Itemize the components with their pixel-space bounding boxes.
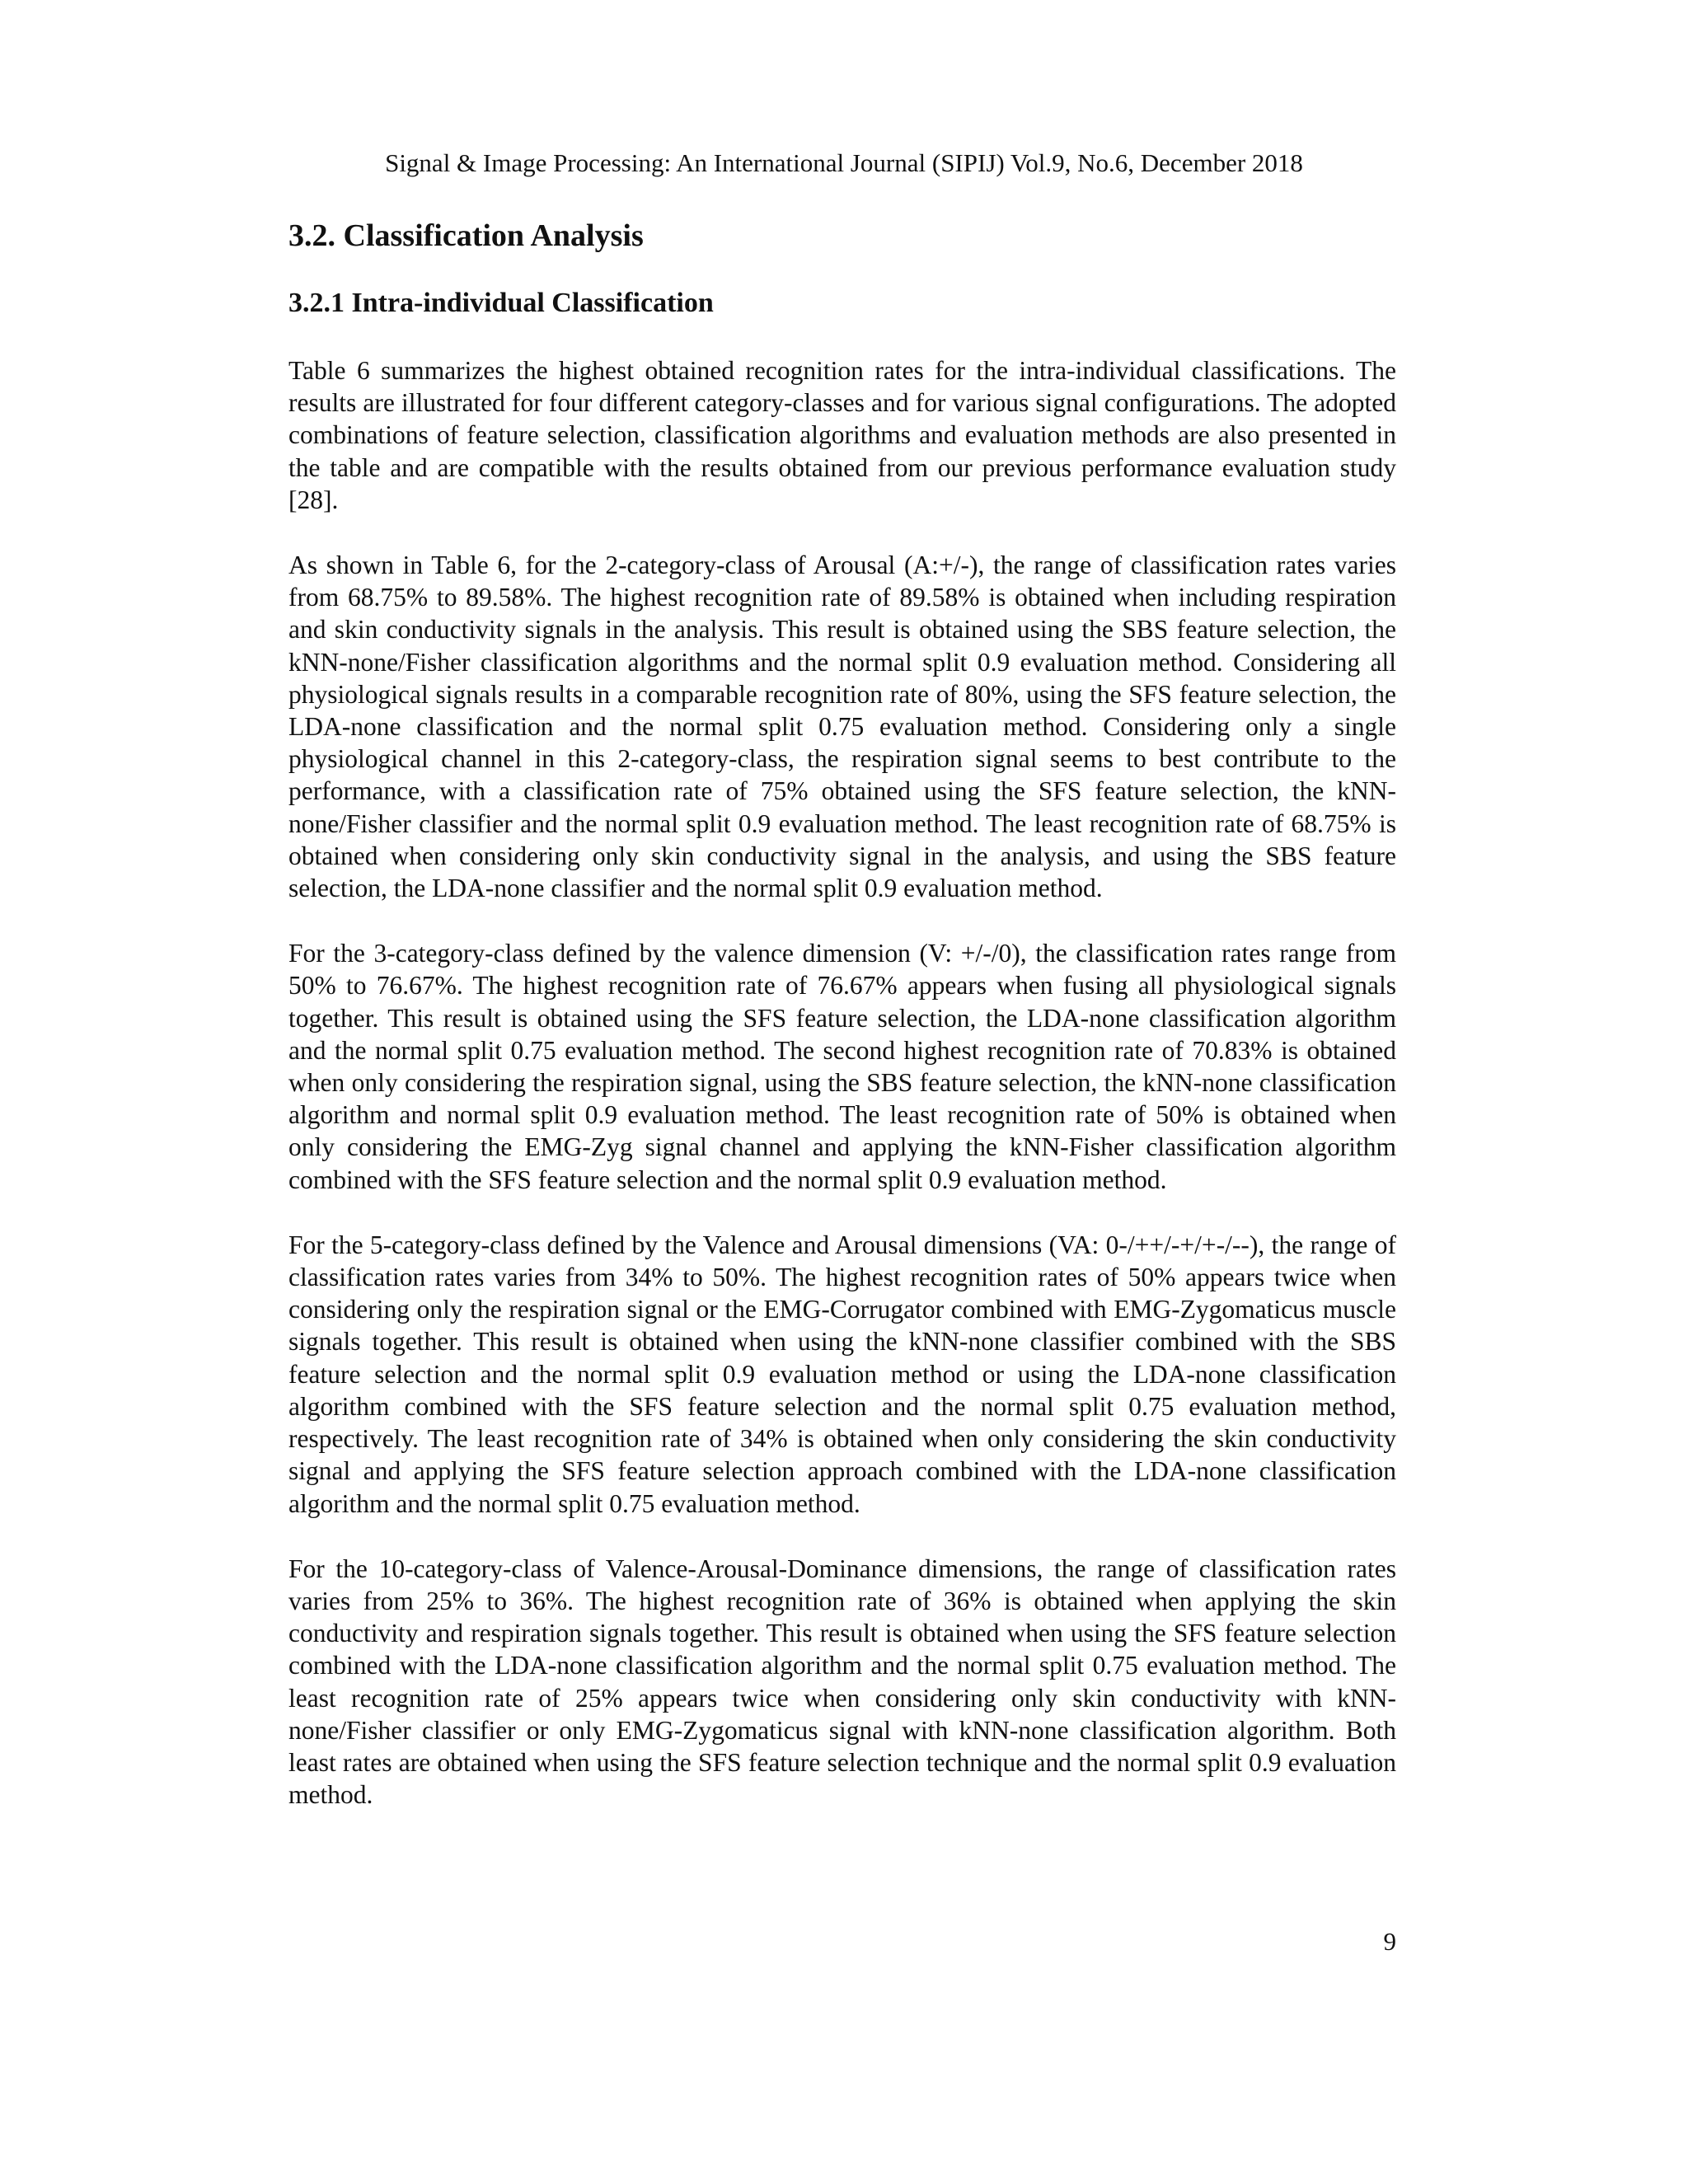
subsection-heading: 3.2.1 Intra-individual Classification bbox=[288, 288, 714, 318]
paragraph-summary: Table 6 summarizes the highest obtained recognition rates for the intra-individual classifications. The results are illustrated for four different category-classes and for various signal configurations. The adopted combinations of feature selection, classification algorithms and evaluation methods are also presented in the table and are compatible with the results obtained from our previous performance evaluation study [28]. bbox=[288, 356, 1396, 514]
paragraph-valence-arousal-5-class: For the 5-category-class defined by the Valence and Arousal dimensions (VA: 0-/++/-+/+-/--), the range of classification rates varies from 34% to 50%. The highest recognition rates of 50% appears twice when considering only the respiration signal or the EMG-Corrugator combined with EMG-Zygomaticus muscle signals together. This result is obtained when using the kNN-none classifier combined with the SBS feature selection and the normal split 0.9 evaluation method or using the LDA-none classification algorithm combined with the SFS feature selection and the normal split 0.75 evaluation method, respectively. The least recognition rate of 34% is obtained when only considering the skin conductivity signal and applying the SFS feature selection approach combined with the LDA-none classification algorithm and the normal split 0.75 evaluation method. bbox=[288, 1230, 1396, 1518]
page-number: 9 bbox=[1383, 1927, 1396, 1956]
paragraph-arousal-2-class: As shown in Table 6, for the 2-category-class of Arousal (A:+/-), the range of classification rates varies from 68.75% to 89.58%. The highest recognition rate of 89.58% is obtained when including respiration and skin conductivity signals in the analysis. This result is obtained using the SBS feature selection, the kNN-none/Fisher classification algorithms and the normal split 0.9 evaluation method. Considering all physiological signals results in a comparable recognition rate of 80%, using the SFS feature selection, the LDA-none classification and the normal split 0.75 evaluation method. Considering only a single physiological channel in this 2-category-class, the respiration signal seems to best contribute to the performance, with a classification rate of 75% obtained using the SFS feature selection, the kNN-none/Fisher classifier and the normal split 0.9 evaluation method. The least recognition rate of 68.75% is obtained when considering only skin conductivity signal in the analysis, and using the SBS feature selection, the LDA-none classifier and the normal split 0.9 evaluation method. bbox=[288, 551, 1396, 903]
paragraph-vad-10-class: For the 10-category-class of Valence-Arousal-Dominance dimensions, the range of classification rates varies from 25% to 36%. The highest recognition rate of 36% is obtained when applying the skin conductivity and respiration signals together. This result is obtained when using the SFS feature selection combined with the LDA-none classification algorithm and the normal split 0.75 evaluation method. The least recognition rate of 25% appears twice when considering only skin conductivity with kNN-none/Fisher classifier or only EMG-Zygomaticus signal with kNN-none classification algorithm. Both least rates are obtained when using the SFS feature selection technique and the normal split 0.9 evaluation method. bbox=[288, 1554, 1396, 1810]
main-content bbox=[288, 216, 1396, 1811]
running-header: Signal & Image Processing: An International Journal (SIPIJ) Vol.9, No.6, December 2018 bbox=[385, 148, 1303, 177]
paragraph-valence-3-class: For the 3-category-class defined by the valence dimension (V: +/-/0), the classification rates range from 50% to 76.67%. The highest recognition rate of 76.67% appears when fusing all physiological signals together. This result is obtained using the SFS feature selection, the LDA-none classification algorithm and the normal split 0.75 evaluation method. The second highest recognition rate of 70.83% is obtained when only considering the respiration signal, using the SBS feature selection, the kNN-none classification algorithm and normal split 0.9 evaluation method. The least recognition rate of 50% is obtained when only considering the EMG-Zyg signal channel and applying the kNN-Fisher classification algorithm combined with the SFS feature selection and the normal split 0.9 evaluation method. bbox=[288, 939, 1396, 1194]
section-heading: 3.2. Classification Analysis bbox=[288, 218, 644, 253]
